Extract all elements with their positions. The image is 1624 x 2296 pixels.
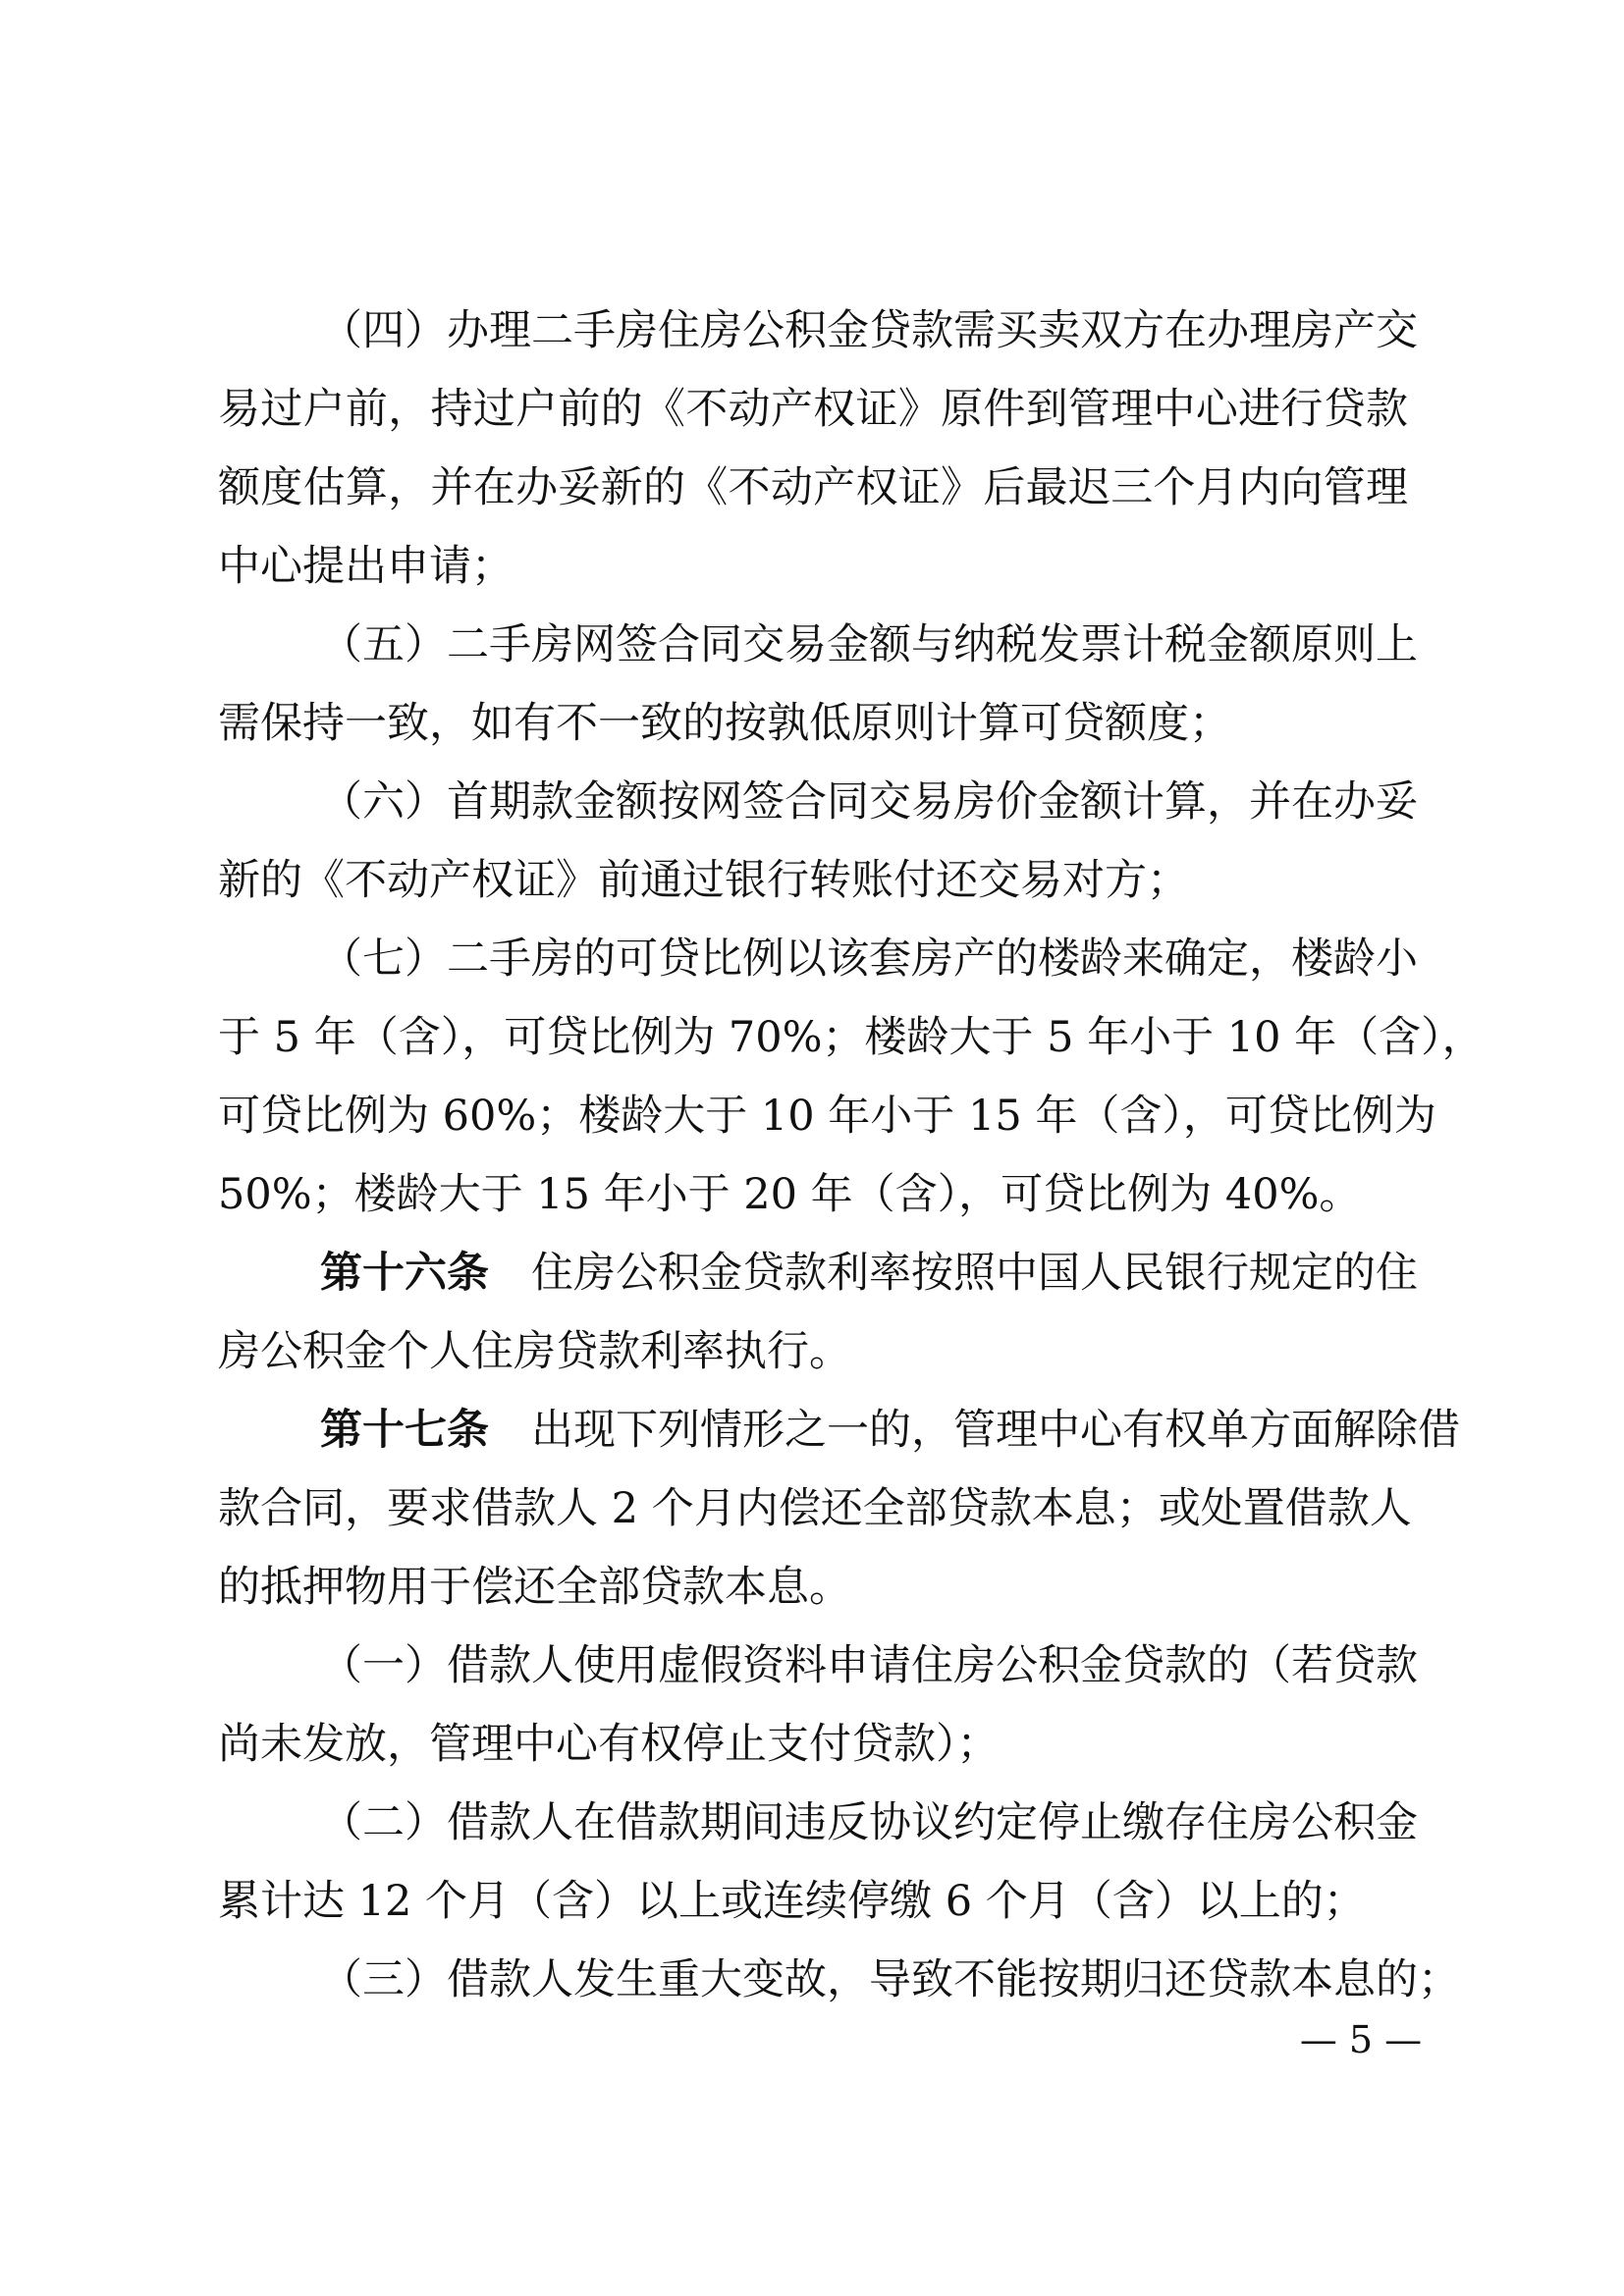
article-17-text: 出现下列情形之一的，管理中心有权单方面解除借: [531, 1406, 1460, 1455]
paragraph-7-line-1: （七）二手房的可贷比例以该套房产的楼龄来确定，楼龄小: [320, 934, 1418, 984]
article-17-line-1: [320, 1391, 1460, 1469]
article-17-item-2-line-2: 累计达 12 个月（含）以上或连续停缴 6 个月（含）以上的；: [218, 1877, 1366, 1926]
article-16-heading: 第十六条: [320, 1249, 489, 1298]
article-17-item-1-line-1: （一）借款人使用虚假资料申请住房公积金贷款的（若贷款: [320, 1641, 1418, 1690]
paragraph-7-line-3: 可贷比例为 60%；楼龄大于 10 年小于 15 年（含），可贷比例为: [218, 1092, 1436, 1141]
article-17-item-3-line-1: （三）借款人发生重大变故，导致不能按期归还贷款本息的；: [320, 1955, 1460, 2004]
article-16-text: 住房公积金贷款利率按照中国人民银行规定的住: [531, 1249, 1418, 1298]
paragraph-4-line-4: 中心提出申请；: [218, 542, 514, 591]
paragraph-7-line-2: 于 5 年（含），可贷比例为 70%；楼龄大于 5 年小于 10 年（含），: [218, 1013, 1485, 1062]
paragraph-7-line-4: 50%；楼龄大于 15 年小于 20 年（含），可贷比例为 40%。: [218, 1170, 1362, 1219]
article-17-line-3: 的抵押物用于偿还全部贷款本息。: [218, 1563, 851, 1612]
article-17-item-2-line-1: （二）借款人在借款期间违反协议约定停止缴存住房公积金: [320, 1798, 1418, 1847]
article-17-item-1-line-2: 尚未发放，管理中心有权停止支付贷款）；: [218, 1720, 1000, 1769]
paragraph-6-line-1: （六）首期款金额按网签合同交易房价金额计算，并在办妥: [320, 777, 1418, 827]
paragraph-5-line-2: 需保持一致，如有不一致的按孰低原则计算可贷额度；: [218, 699, 1231, 748]
article-17-line-2: 款合同，要求借款人 2 个月内偿还全部贷款本息；或处置借款人: [218, 1484, 1412, 1533]
paragraph-4-line-2: 易过户前，持过户前的《不动产权证》原件到管理中心进行贷款: [218, 385, 1408, 434]
paragraph-6-line-2: 新的《不动产权证》前通过银行转账付还交易对方；: [218, 856, 1189, 905]
article-17-heading: 第十七条: [320, 1406, 489, 1455]
paragraph-5-line-1: （五）二手房网签合同交易金额与纳税发票计税金额原则上: [320, 620, 1418, 669]
article-16-line-2: 房公积金个人住房贷款利率执行。: [218, 1327, 851, 1376]
paragraph-4-line-1: （四）办理二手房住房公积金贷款需买卖双方在办理房产交: [320, 306, 1418, 355]
article-16-line-1: [320, 1234, 1418, 1312]
paragraph-4-line-3: 额度估算，并在办妥新的《不动产权证》后最迟三个月内向管理: [218, 463, 1408, 512]
page-number: — 5 —: [1299, 2018, 1423, 2061]
